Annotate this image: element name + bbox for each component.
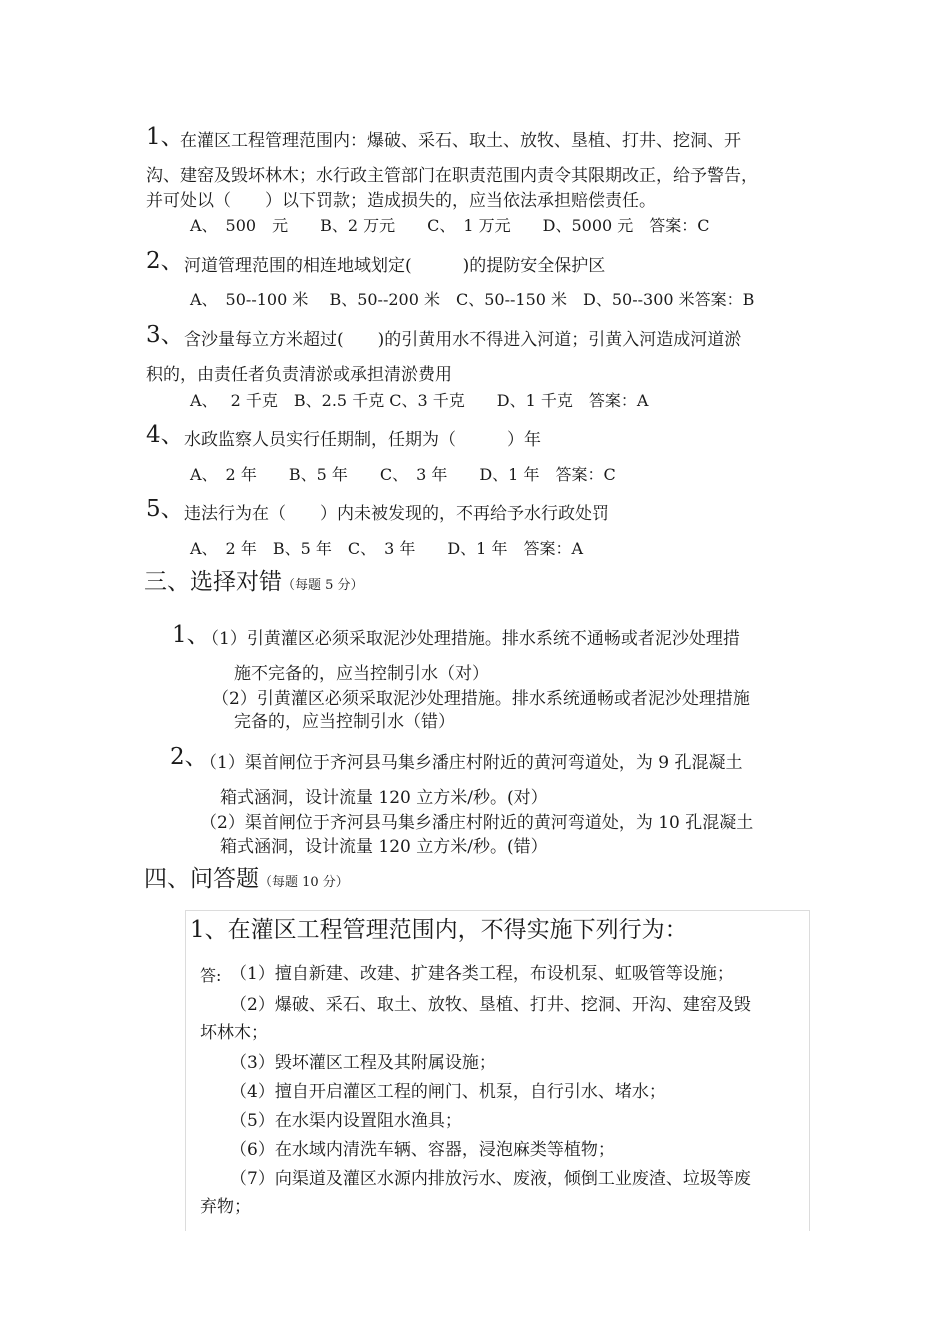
answer-line: （1）擅自新建、改建、扩建各类工程，布设机泵、虹吸管等设施； [230, 964, 734, 984]
section-score-note: （每题 10 分） [259, 875, 349, 890]
answer-line: 坏林木； [200, 1023, 268, 1043]
question-number: 5、 [146, 496, 184, 522]
answer-line: （5）在水渠内设置阻水渔具； [230, 1111, 462, 1131]
question-number: 2、 [170, 744, 208, 770]
answer-line: （3）毁坏灌区工程及其附属设施； [230, 1053, 496, 1073]
question-text: 水政监察人员实行任期制，任期为（ ）年 [184, 430, 541, 450]
question-number: 1、 [172, 622, 210, 648]
question-text: 积的，由责任者负责清淤或承担清淤费用 [146, 365, 452, 385]
answer-line: （6）在水域内清洗车辆、容器，浸泡麻类等植物； [230, 1140, 615, 1160]
statement-text: 完备的，应当控制引水（错） [234, 712, 455, 732]
answer-options: A、 2 年 B、5 年 C、 3 年 D、1 年 答案：A [190, 539, 584, 558]
statement-text: 箱式涵洞，设计流量 120 立方米/秒。(对） [220, 788, 548, 808]
answer-line: （7）向渠道及灌区水源内排放污水、废液，倾倒工业废渣、垃圾等废 [230, 1169, 751, 1189]
question-text: 并可处以（ ）以下罚款；造成损失的，应当依法承担赔偿责任。 [146, 191, 656, 211]
answer-line: 弃物； [200, 1197, 251, 1217]
section-heading [144, 865, 349, 893]
answer-prefix: 答: [200, 966, 222, 985]
statement-text: （1）引黄灌区必须采取泥沙处理措施。排水系统不通畅或者泥沙处理措 [202, 629, 740, 649]
answer-options: A、 2 千克 B、2.5 千克 C、3 千克 D、1 千克 答案：A [190, 391, 649, 410]
answer-options: A、 500 元 B、2 万元 C、 1 万元 D、5000 元 答案：C [190, 216, 710, 235]
question-text: 含沙量每立方米超过( )的引黄用水不得进入河道；引黄入河造成河道淤 [184, 330, 742, 350]
question-number: 3、 [146, 322, 184, 348]
statement-text: （2）引黄灌区必须采取泥沙处理措施。排水系统通畅或者泥沙处理措施 [212, 689, 750, 709]
section-title: 四、问答题 [144, 866, 259, 892]
question-number: 4、 [146, 422, 184, 448]
section-title: 三、选择对错 [144, 569, 282, 595]
question-title: 1、在灌区工程管理范围内，不得实施下列行为： [190, 917, 688, 943]
answer-options: A、 2 年 B、5 年 C、 3 年 D、1 年 答案：C [190, 465, 616, 484]
answer-line: （4）擅自开启灌区工程的闸门、机泵，自行引水、堵水； [230, 1082, 666, 1102]
question-text: 沟、建窑及毁坏林木；水行政主管部门在职责范围内责令其限期改正，给予警告， [146, 166, 758, 186]
question-number: 2、 [146, 248, 184, 274]
statement-text: 施不完备的，应当控制引水（对） [234, 664, 489, 684]
statement-text: 箱式涵洞，设计流量 120 立方米/秒。(错） [220, 837, 548, 857]
question-text: 河道管理范围的相连地域划定( )的提防安全保护区 [184, 256, 606, 276]
answer-line: （2）爆破、采石、取土、放牧、垦植、打井、挖洞、开沟、建窑及毁 [230, 995, 751, 1015]
statement-text: （1）渠首闸位于齐河县马集乡潘庄村附近的黄河弯道处，为 9 孔混凝土 [200, 753, 743, 773]
question-text: 违法行为在（ ）内未被发现的，不再给予水行政处罚 [184, 504, 609, 524]
statement-text: （2）渠首闸位于齐河县马集乡潘庄村附近的黄河弯道处，为 10 孔混凝土 [200, 813, 754, 833]
section-heading [144, 568, 364, 596]
question-text: 在灌区工程管理范围内：爆破、采石、取土、放牧、垦植、打井、挖洞、开 [180, 131, 741, 151]
question-number: 1、 [146, 124, 184, 150]
answer-options: A、 50--100 米 B、50--200 米 C、50--150 米 D、50--300 米答案：B [190, 290, 755, 309]
section-score-note: （每题 5 分） [282, 578, 364, 593]
